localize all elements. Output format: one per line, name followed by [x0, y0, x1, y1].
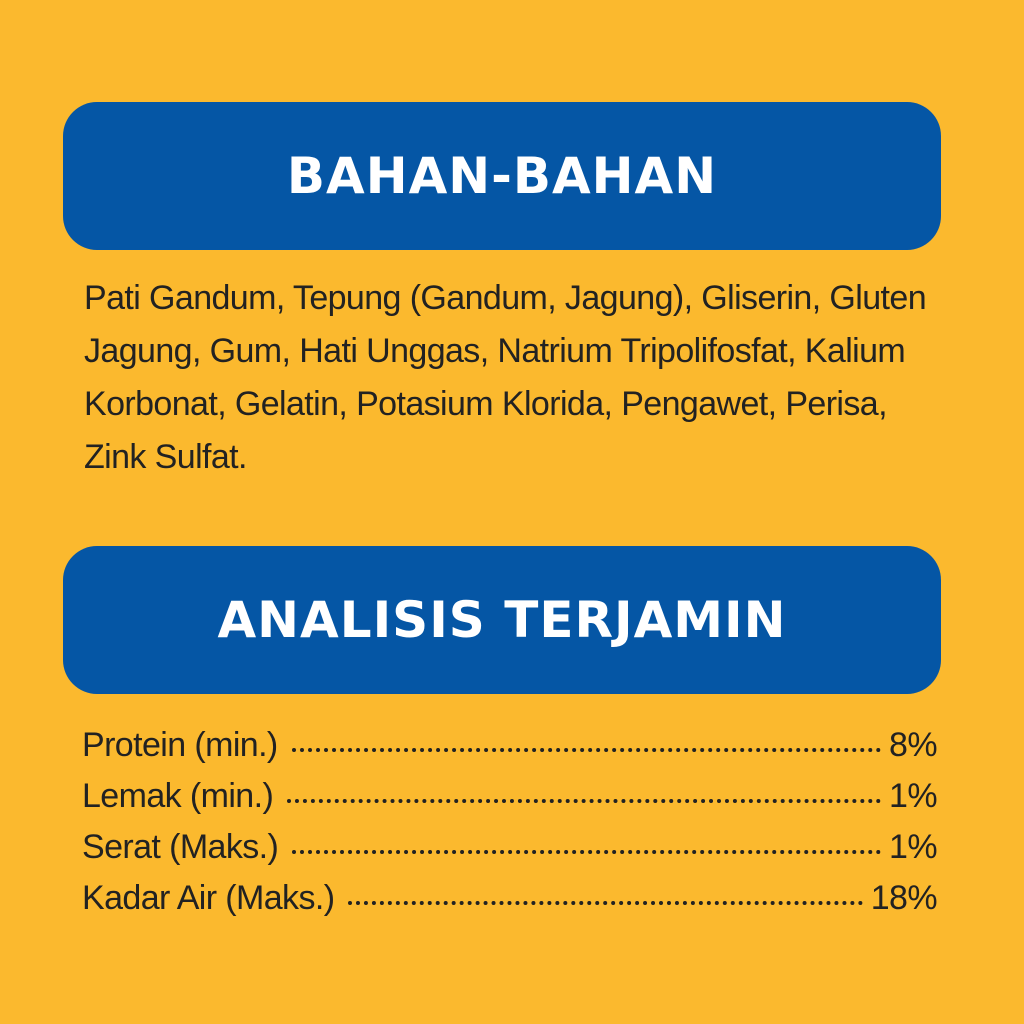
ingredients-banner [63, 102, 941, 250]
analysis-row-moisture [82, 873, 937, 924]
analysis-row-protein [82, 720, 937, 771]
analysis-label: Serat (Maks.) [82, 828, 279, 866]
dotted-leader [348, 901, 862, 905]
analysis-label: Lemak (min.) [82, 777, 274, 815]
analysis-label: Protein (min.) [82, 726, 278, 764]
analysis-value: 1% [889, 777, 937, 815]
analysis-banner [63, 546, 941, 694]
dotted-leader [287, 799, 881, 803]
ingredients-list-text: Pati Gandum, Tepung (Gandum, Jagung), Gliserin, Gluten Jagung, Gum, Hati Unggas, Natrium Tripolifosfat, Kalium Korbonat, Gelatin, Potasium Klorida, Pengawet, Perisa, Zink Sulfat. [84, 279, 927, 476]
analysis-value: 8% [889, 726, 937, 764]
analysis-label: Kadar Air (Maks.) [82, 879, 335, 917]
ingredients-title: BAHAN-BAHAN [286, 147, 718, 205]
analysis-row-fiber [82, 822, 937, 873]
analysis-row-fat [82, 771, 937, 822]
dotted-leader [292, 748, 881, 752]
analysis-title: ANALISIS TERJAMIN [217, 591, 787, 649]
guaranteed-analysis-list [82, 720, 937, 924]
analysis-value: 18% [870, 879, 937, 917]
analysis-value: 1% [889, 828, 937, 866]
dotted-leader [292, 850, 881, 854]
